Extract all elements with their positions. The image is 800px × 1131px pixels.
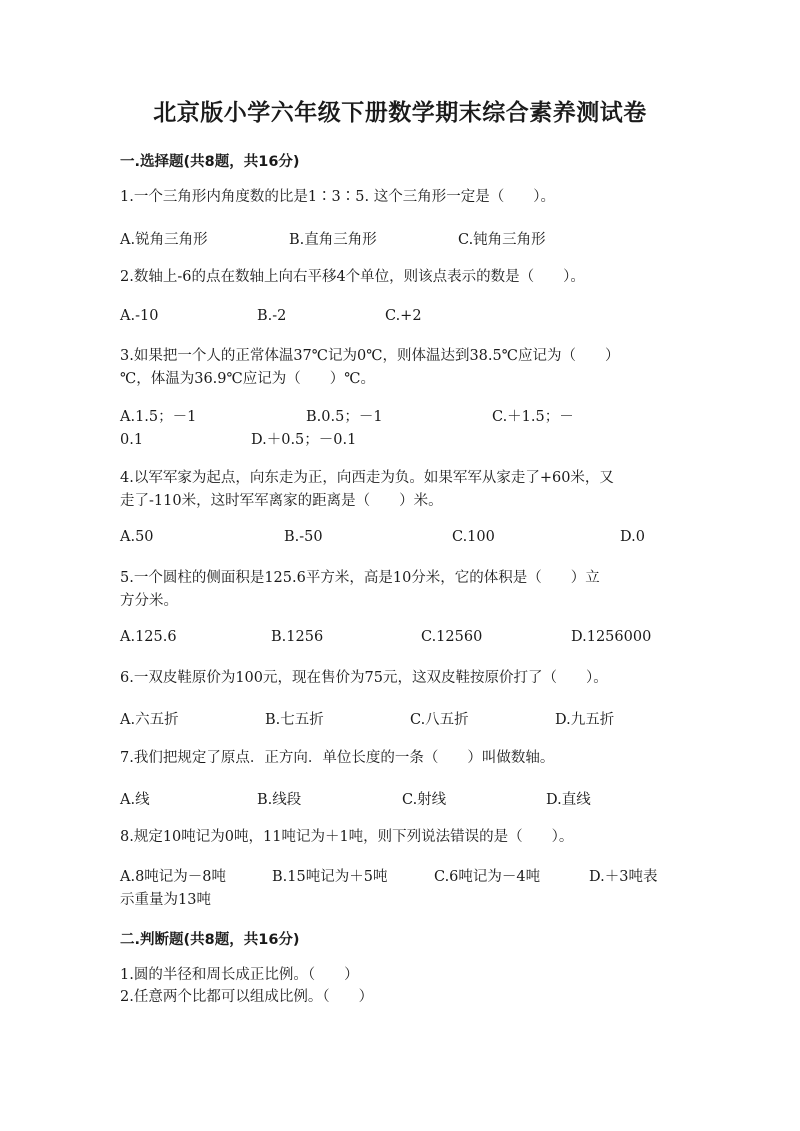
option-a: A.六五折 <box>120 712 179 728</box>
option-a: A.50 <box>120 529 154 545</box>
option-c: C.100 <box>452 529 495 545</box>
option-c: C.+2 <box>385 308 422 324</box>
question-6: 6.一双皮鞋原价为100元，现在售价为75元，这双皮鞋按原价打了（ ）。 <box>120 670 608 686</box>
question-1-options <box>120 228 680 250</box>
option-c-continued: 0.1 <box>120 432 144 448</box>
option-d: D.＋3吨表 <box>589 869 658 885</box>
option-a: A.125.6 <box>120 629 177 645</box>
true-false-question-2: 2.任意两个比都可以组成比例。（ ） <box>120 989 374 1005</box>
option-b: B.-2 <box>257 308 287 324</box>
question-5-line-1: 5.一个圆柱的侧面积是125.6平方米，高是10分米，它的体积是（ ）立 <box>120 570 600 586</box>
option-c: C.＋1.5；－ <box>492 409 574 425</box>
option-d: D.0 <box>620 529 645 545</box>
option-c: C.钝角三角形 <box>458 232 546 248</box>
question-6-options <box>120 708 680 730</box>
option-b: B.-50 <box>284 529 323 545</box>
question-2: 2.数轴上-6的点在数轴上向右平移4个单位，则该点表示的数是（ ）。 <box>120 269 585 285</box>
option-d: D.＋0.5；－0.1 <box>251 432 357 448</box>
section-heading-true-false: 二.判断题(共8题，共16分) <box>120 932 300 948</box>
true-false-question-1: 1.圆的半径和周长成正比例。（ ） <box>120 967 359 983</box>
option-a: A.-10 <box>120 308 159 324</box>
option-d-continued: 示重量为13吨 <box>120 892 211 908</box>
question-1: 1.一个三角形内角度数的比是1∶3∶5. 这个三角形一定是（ ）。 <box>120 189 555 205</box>
section-heading-multiple-choice: 一.选择题(共8题，共16分) <box>120 154 300 170</box>
option-a: A.8吨记为－8吨 <box>120 869 227 885</box>
page-title: 北京版小学六年级下册数学期末综合素养测试卷 <box>153 100 647 126</box>
option-d: D.直线 <box>546 792 591 808</box>
question-8: 8.规定10吨记为0吨，11吨记为＋1吨，则下列说法错误的是（ ）。 <box>120 829 574 845</box>
question-5-line-2: 方分米。 <box>120 593 178 609</box>
option-b: B.七五折 <box>265 712 324 728</box>
option-b: B.直角三角形 <box>289 232 377 248</box>
question-2-options <box>120 308 680 330</box>
option-c: C.6吨记为－4吨 <box>434 869 541 885</box>
option-b: B.0.5；－1 <box>306 409 383 425</box>
option-b: B.线段 <box>257 792 302 808</box>
option-a: A.锐角三角形 <box>120 232 208 248</box>
question-8-options <box>120 866 680 912</box>
option-c: C.射线 <box>402 792 447 808</box>
question-7: 7.我们把规定了原点．正方向．单位长度的一条（ ）叫做数轴。 <box>120 750 555 766</box>
question-3-options <box>120 406 680 452</box>
option-c: C.12560 <box>421 629 483 645</box>
question-4-line-1: 4.以军军家为起点，向东走为正，向西走为负。如果军军从家走了+60米，又 <box>120 470 614 486</box>
question-7-options <box>120 788 680 810</box>
question-3-line-1: 3.如果把一个人的正常体温37℃记为0℃，则体温达到38.5℃应记为（ ） <box>120 348 620 364</box>
question-4-options <box>120 529 680 551</box>
option-c: C.八五折 <box>410 712 469 728</box>
option-b: B.15吨记为＋5吨 <box>272 869 388 885</box>
question-4-line-2: 走了-110米，这时军军离家的距离是（ ）米。 <box>120 493 443 509</box>
option-d: D.1256000 <box>571 629 652 645</box>
question-3-line-2: ℃，体温为36.9℃应记为（ ）℃。 <box>120 371 375 387</box>
option-a: A.线 <box>120 792 150 808</box>
option-a: A.1.5；－1 <box>120 409 197 425</box>
question-5-options <box>120 629 680 651</box>
option-d: D.九五折 <box>555 712 615 728</box>
option-b: B.1256 <box>271 629 324 645</box>
